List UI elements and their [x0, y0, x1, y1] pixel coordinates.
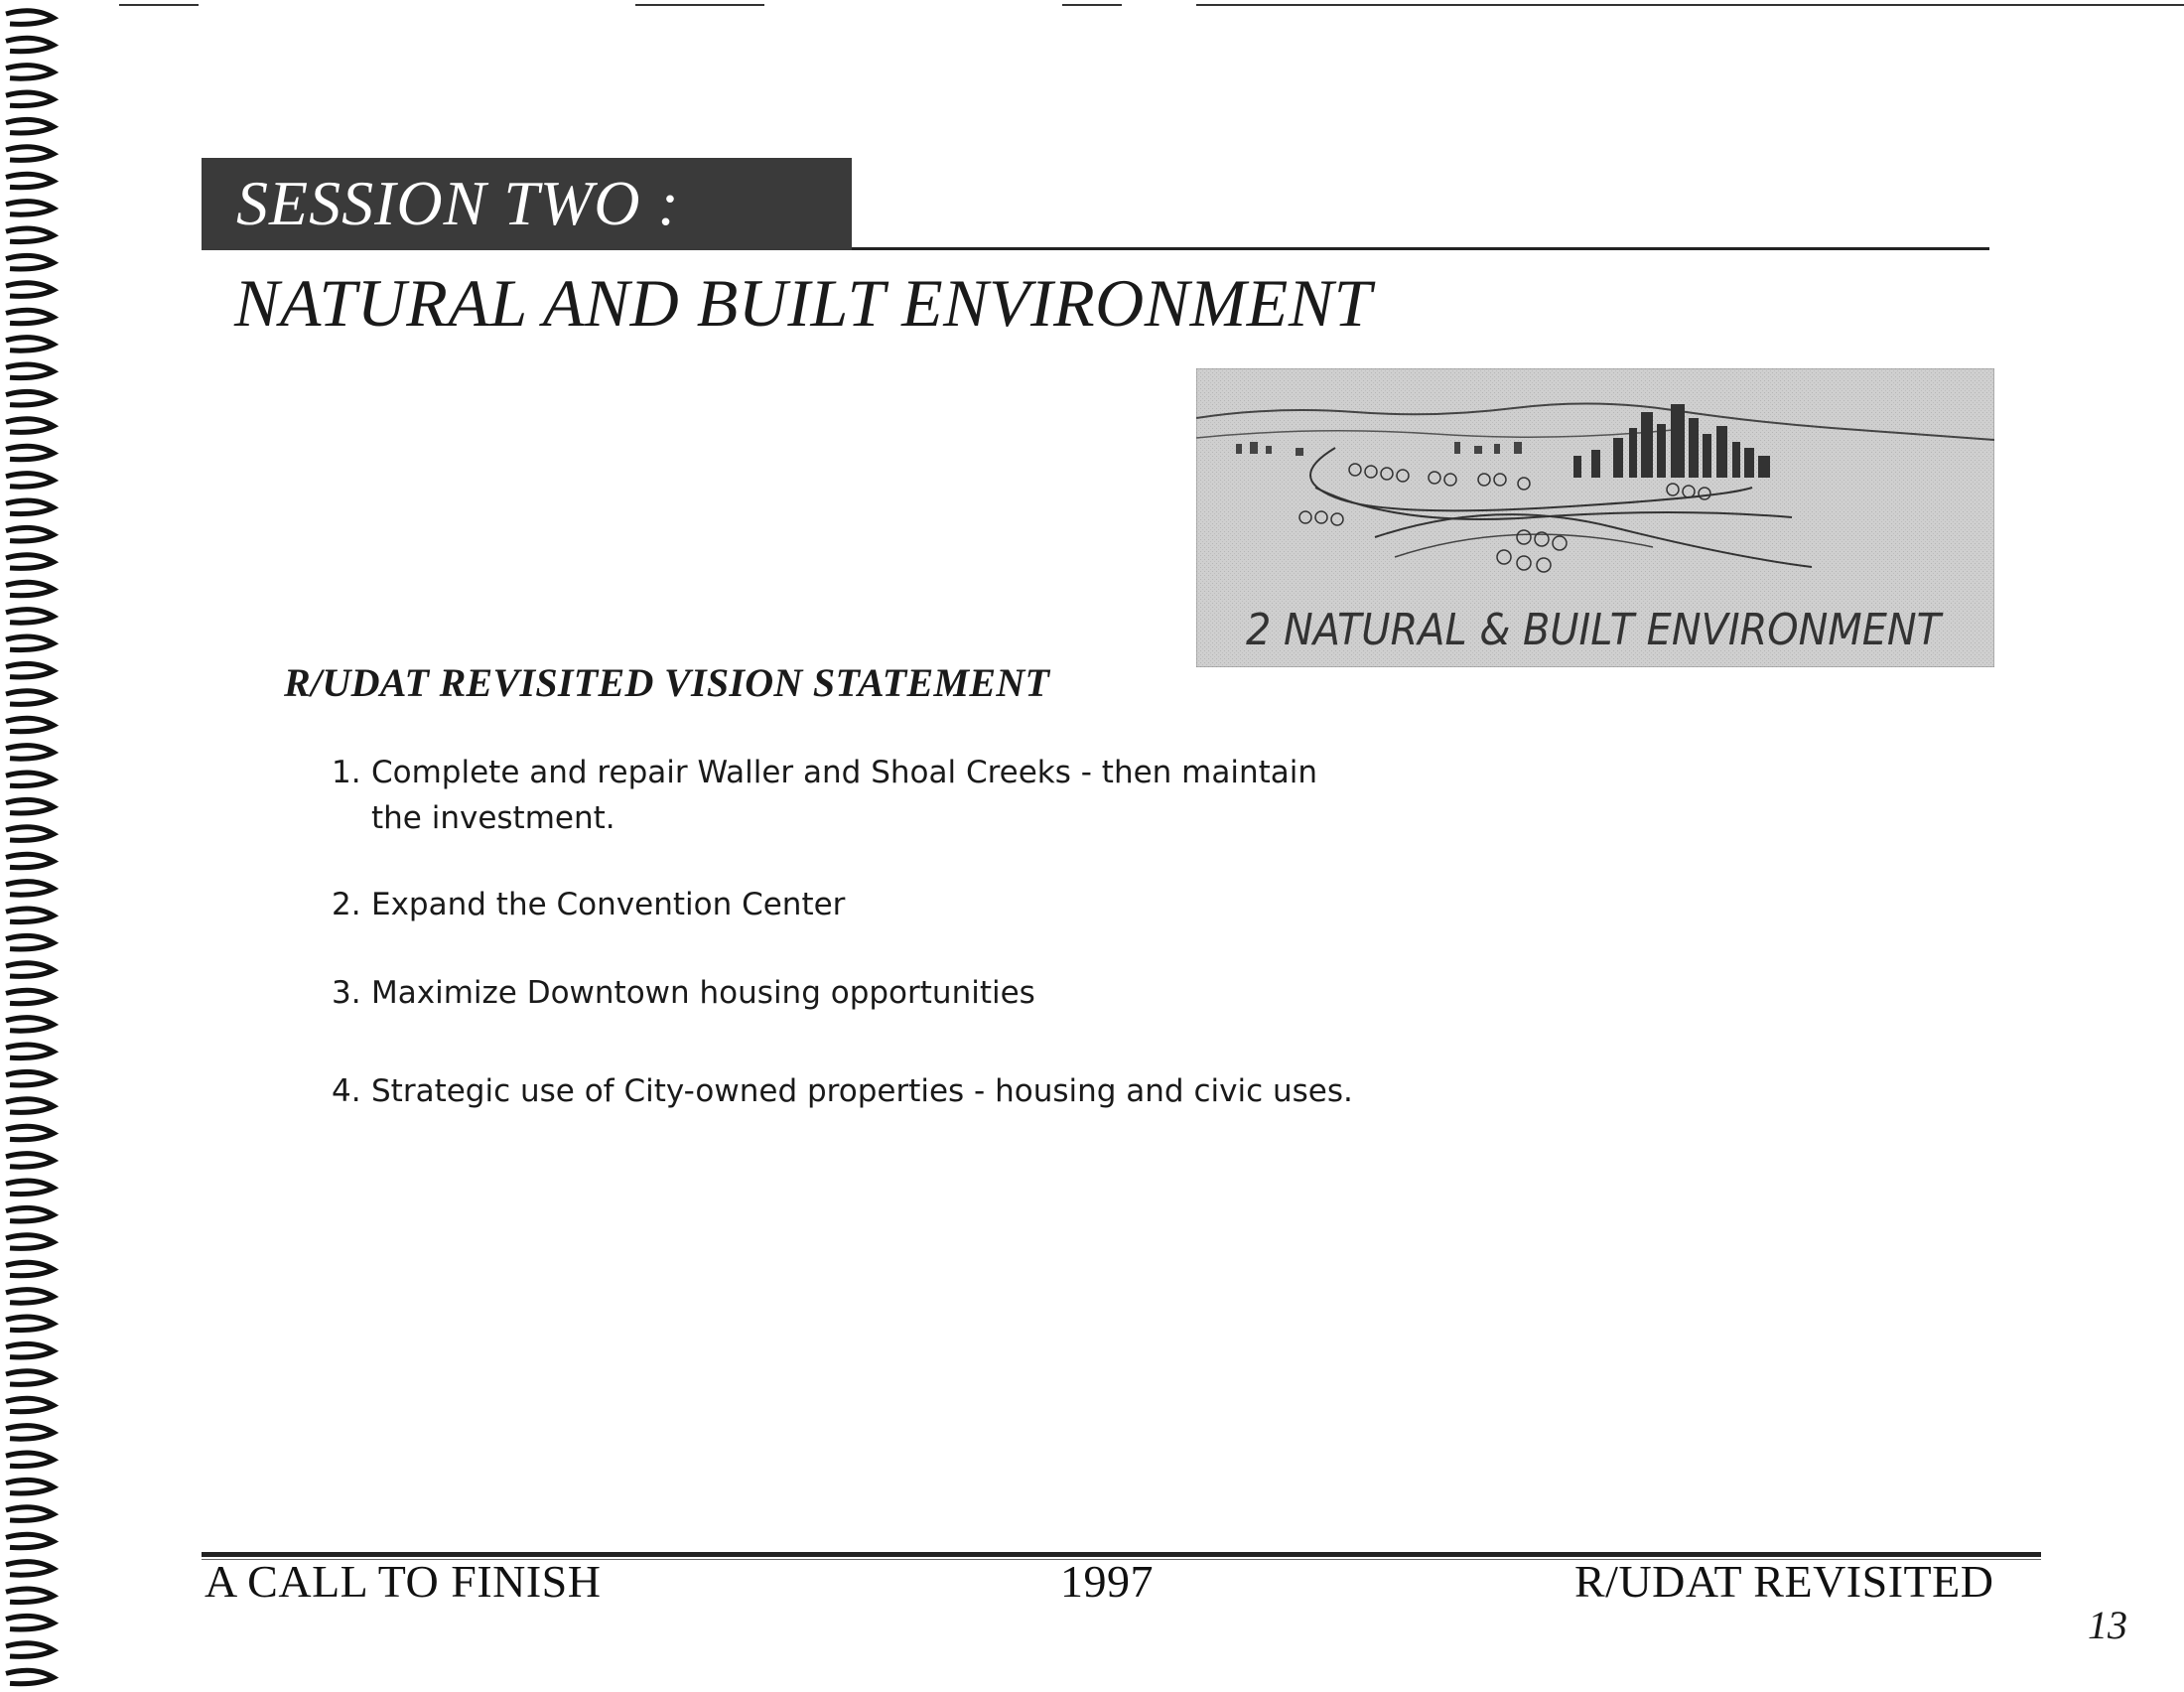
binding-coil [6, 1534, 54, 1548]
binding-coil [6, 66, 54, 79]
binding-coil [6, 364, 54, 378]
binding-coil [6, 1317, 54, 1331]
scan-edge-rule [635, 4, 764, 6]
binding-coil [6, 1507, 54, 1521]
page-number: 13 [2088, 1603, 2127, 1647]
binding-coil [6, 909, 54, 922]
list-item [332, 970, 1035, 1016]
list-item-text: Strategic use of City-owned properties - housing and civic uses. [371, 1073, 1353, 1109]
list-item-number: 2. [332, 887, 361, 922]
binding-coil [6, 555, 54, 569]
binding-coil [6, 338, 54, 352]
list-item [332, 750, 1317, 841]
binding-coil [6, 1018, 54, 1032]
binding-coil [6, 283, 54, 297]
list-item-number: 3. [332, 975, 361, 1011]
binding-coil [6, 1207, 54, 1221]
footer-year: 1997 [1060, 1556, 1154, 1607]
binding-coil [6, 1371, 54, 1385]
binding-coil [6, 663, 54, 677]
list-item-text: Complete and repair Waller and Shoal Creeks - then maintain the investment. [371, 755, 1318, 836]
footer-left-text: A CALL TO FINISH [205, 1556, 602, 1607]
binding-coil [6, 119, 54, 133]
binding-coil [6, 419, 54, 433]
binding-coil [6, 1235, 54, 1249]
binding-coil [6, 1562, 54, 1576]
binding-coil [6, 1343, 54, 1357]
binding-coil [6, 1181, 54, 1195]
binding-coil [6, 854, 54, 868]
session-label: SESSION TWO : [236, 168, 680, 238]
binding-coil [6, 1480, 54, 1493]
binding-coil [6, 11, 54, 25]
binding-coil [6, 255, 54, 269]
list-item [332, 1068, 1353, 1114]
binding-coil [6, 174, 54, 188]
binding-coil [6, 474, 54, 488]
list-item-text: Maximize Downtown housing opportunities [371, 975, 1035, 1011]
list-item-number: 1. [332, 755, 361, 790]
footer-right-text: R/UDAT REVISITED [1574, 1556, 1994, 1607]
binding-coil [6, 773, 54, 786]
scan-edge-rule [119, 4, 199, 6]
session-title: NATURAL AND BUILT ENVIRONMENT [234, 265, 1372, 341]
scan-edge-rule [1062, 4, 1122, 6]
binding-coil [6, 147, 54, 161]
binding-coil [6, 527, 54, 541]
binding-coil [6, 799, 54, 813]
binding-coil [6, 582, 54, 596]
binding-coil [6, 990, 54, 1004]
binding-coil [6, 1262, 54, 1276]
binding-coil [6, 1045, 54, 1058]
binding-coil [6, 500, 54, 514]
scan-edge-rule [1196, 4, 2184, 6]
binding-coil [6, 1616, 54, 1629]
binding-coil [6, 1398, 54, 1412]
binding-coil [6, 92, 54, 106]
binding-coil [6, 391, 54, 405]
binding-coil [6, 1670, 54, 1684]
sketch-caption: 2 NATURAL & BUILT ENVIRONMENT [1246, 605, 1944, 655]
binding-coil [6, 935, 54, 949]
spiral-binding [4, 0, 64, 1692]
city-sketch-illustration [1196, 368, 1994, 667]
binding-coil [6, 1426, 54, 1440]
binding-coil [6, 310, 54, 324]
binding-coil [6, 38, 54, 52]
binding-coil [6, 746, 54, 760]
binding-coil [6, 718, 54, 732]
binding-coil [6, 610, 54, 624]
binding-coil [6, 691, 54, 705]
binding-coil [6, 827, 54, 841]
vision-statement-heading: R/UDAT REVISITED VISION STATEMENT [284, 660, 1050, 705]
binding-coil [6, 1099, 54, 1113]
binding-coil [6, 446, 54, 460]
header-rule [852, 247, 1989, 250]
binding-coil [6, 636, 54, 650]
binding-coil [6, 228, 54, 242]
binding-coil [6, 1154, 54, 1168]
binding-coil [6, 1290, 54, 1304]
binding-coil [6, 1643, 54, 1657]
binding-coil [6, 1071, 54, 1085]
binding-coil [6, 1126, 54, 1140]
binding-coil [6, 1589, 54, 1603]
binding-coil [6, 1453, 54, 1467]
binding-coil [6, 202, 54, 215]
binding-coil [6, 963, 54, 977]
list-item [332, 882, 845, 927]
binding-coil [6, 882, 54, 896]
list-item-text: Expand the Convention Center [371, 887, 846, 922]
list-item-number: 4. [332, 1073, 361, 1109]
